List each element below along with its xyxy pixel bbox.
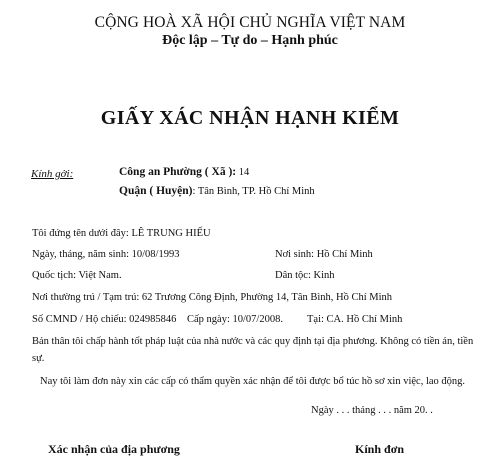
motto-header: Độc lập – Tự do – Hạnh phúc (162, 33, 338, 48)
addressee-label: Kính gởi: (31, 168, 74, 180)
statement-line-continued: sự. (32, 353, 45, 364)
local-confirmation-label: Xác nhận của địa phương (48, 442, 180, 456)
ethnicity-field: Dân tộc: Kinh (275, 270, 335, 281)
dob-field: Ngày, tháng, năm sinh: 10/08/1993 (32, 249, 180, 260)
birthplace-field: Nơi sinh: Hồ Chí Minh (275, 249, 373, 260)
district-line (119, 185, 315, 197)
name-field: Tôi đứng tên dưới đây: LÊ TRUNG HIẾU (32, 228, 211, 239)
document-title: GIẤY XÁC NHẬN HẠNH KIỂM (100, 107, 400, 129)
residence-field: Nơi thường trú / Tạm trú: 62 Trương Công Định, Phường 14, Tân Bình, Hồ Chí Minh (32, 292, 393, 303)
request-line: Nay tôi làm đơn này xin các cấp có thẩm quyền xác nhận để tôi được bổ túc hồ sơ xin việc, lao động. (40, 376, 466, 387)
ward-label: Công an Phường ( Xã ): (119, 166, 237, 178)
id-number-field: Số CMND / Hộ chiếu: 024985846 (32, 314, 177, 325)
date-line: Ngày . . . tháng . . . năm 20. . (311, 405, 433, 416)
statement-line: Bản thân tôi chấp hành tốt pháp luật của nhà nước và các quy định tại địa phương. Không có tiền án, tiền (32, 336, 474, 347)
ward-value: 14 (238, 167, 250, 178)
issue-date-field: Cấp ngày: 10/07/2008. (187, 314, 283, 325)
ward-line (119, 166, 249, 178)
district-label: Quận ( Huyện) (119, 185, 193, 197)
issue-place-field: Tại: CA. Hồ Chí Minh (307, 314, 403, 325)
nationality-field: Quốc tịch: Việt Nam. (32, 270, 122, 281)
applicant-signature-label: Kính đơn (355, 442, 405, 456)
national-header: CỘNG HOÀ XÃ HỘI CHỦ NGHĨA VIỆT NAM (94, 14, 406, 31)
district-value: : Tân Bình, TP. Hồ Chí Minh (192, 186, 315, 197)
